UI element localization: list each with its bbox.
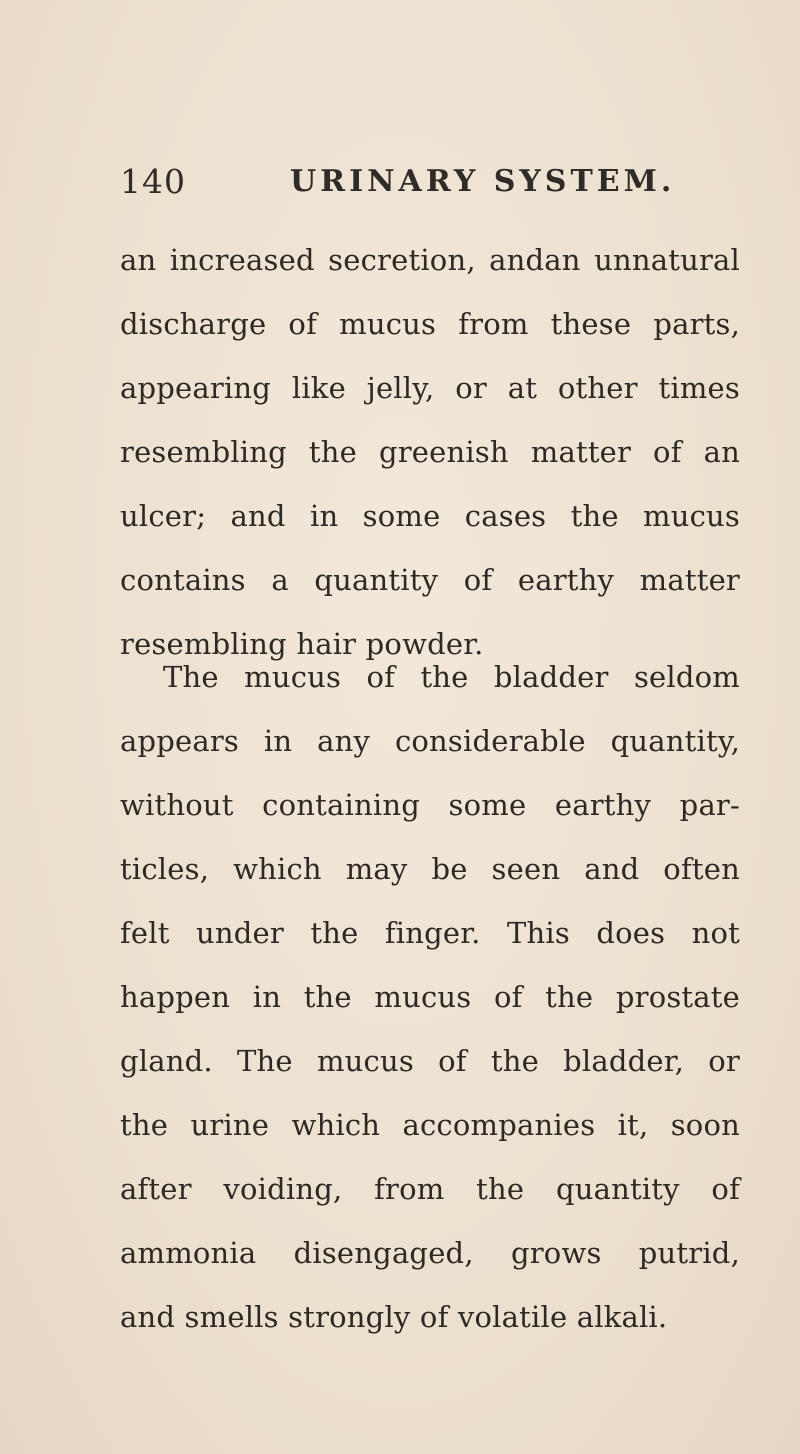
running-title: URINARY SYSTEM. bbox=[290, 164, 676, 199]
text-line: appearing like jelly, or at other times bbox=[120, 371, 740, 405]
text-line: resembling the greenish matter of an bbox=[120, 435, 740, 469]
text-line: ticles, which may be seen and often bbox=[120, 852, 740, 886]
text-line: and smells strongly of volatile alkali. bbox=[120, 1300, 668, 1334]
running-head bbox=[120, 158, 740, 206]
text-line: after voiding, from the quantity of bbox=[120, 1172, 740, 1206]
paragraph-2 bbox=[120, 645, 740, 1349]
text-line: the urine which accompanies it, soon bbox=[120, 1108, 740, 1142]
text-line: ulcer; and in some cases the mucus bbox=[120, 499, 740, 533]
text-line: The mucus of the bladder seldom bbox=[163, 660, 740, 694]
text-line: happen in the mucus of the prostate bbox=[120, 980, 740, 1014]
text-line: contains a quantity of earthy matter bbox=[120, 563, 740, 597]
text-line: an increased secretion, andan unnatural bbox=[120, 243, 740, 277]
text-line: felt under the finger. This does not bbox=[120, 916, 740, 950]
text-line: appears in any considerable quantity, bbox=[120, 724, 740, 758]
text-line: resembling hair powder. bbox=[120, 627, 484, 661]
text-line: gland. The mucus of the bladder, or bbox=[120, 1044, 740, 1078]
text-line: discharge of mucus from these parts, bbox=[120, 307, 740, 341]
text-line: ammonia disengaged, grows putrid, bbox=[120, 1236, 740, 1270]
text-line: without containing some earthy par- bbox=[120, 788, 740, 822]
paragraph-1 bbox=[120, 228, 740, 676]
page-number: 140 bbox=[120, 162, 186, 201]
